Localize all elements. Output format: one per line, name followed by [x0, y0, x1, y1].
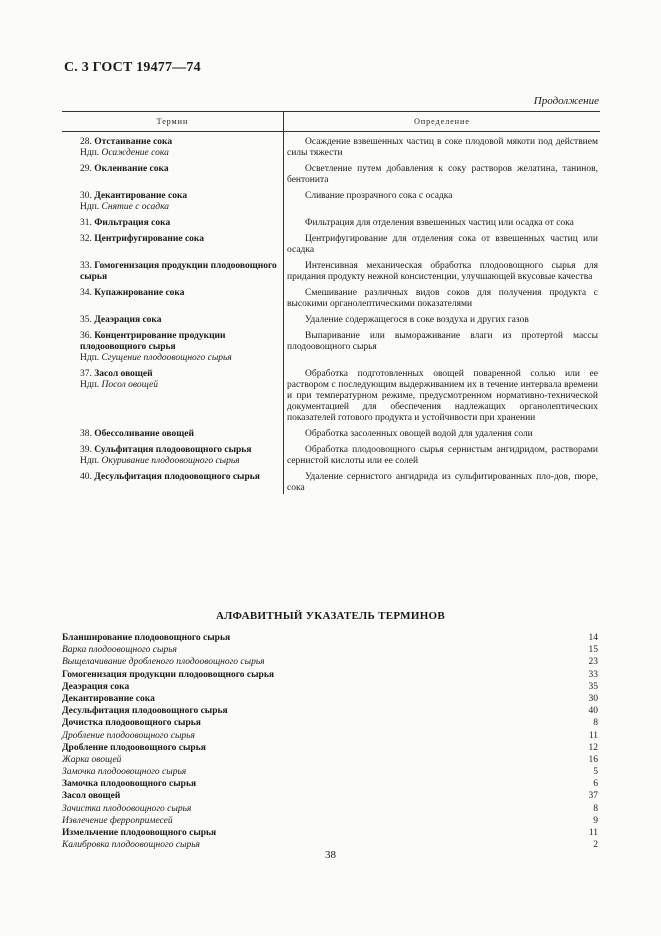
term-main	[80, 472, 279, 483]
index-page-ref: 2	[593, 840, 598, 851]
index-entry	[62, 656, 598, 668]
index-entry	[62, 766, 598, 778]
index-entry	[62, 730, 598, 742]
term-main	[80, 234, 279, 245]
term-number: 37.	[80, 369, 92, 379]
index-term: Десульфитация плодоовощного сырья	[62, 706, 228, 717]
table-row	[62, 283, 600, 310]
definition-cell	[283, 331, 600, 364]
term-number: 29.	[80, 164, 92, 174]
term-main	[80, 369, 279, 380]
index-page-ref: 23	[588, 657, 598, 668]
index-term: Засол овощей	[62, 791, 121, 802]
term-main	[80, 261, 279, 283]
term-main	[80, 331, 279, 353]
term-main	[80, 445, 279, 456]
term-cell	[62, 164, 283, 186]
term-name: Гомогенизация продукции плодоовощного сырья	[80, 261, 277, 282]
definition-text: Фильтрация для отделения взвешенных частиц или осадка от сока	[305, 218, 574, 228]
index-page-ref: 33	[588, 669, 598, 680]
index-entry	[62, 693, 598, 705]
definition-cell	[283, 261, 600, 283]
term-cell	[62, 234, 283, 256]
term-cell	[62, 191, 283, 213]
term-synonym	[80, 380, 279, 391]
term-main	[80, 137, 279, 148]
synonym-text: Сгущение плодоовощного сырья	[101, 353, 232, 363]
term-synonym	[80, 148, 279, 159]
index-entry	[62, 681, 598, 693]
definition-text: Выпаривание или вымораживание влаги из протертой массы плодоовощного сырья	[287, 331, 598, 352]
synonym-prefix: Ндп.	[80, 202, 100, 212]
index-page-ref: 35	[588, 681, 598, 692]
continued-label: Продолжение	[533, 95, 599, 107]
term-name: Деаэрация сока	[94, 315, 162, 325]
index-term: Измельчение плодоовощного сырья	[62, 828, 217, 838]
table-row	[62, 186, 600, 213]
synonym-text: Окуривание плодоовощного сырья	[101, 456, 240, 466]
column-header-definition: Определение	[414, 117, 470, 126]
index-page-ref: 15	[588, 645, 598, 656]
term-main	[80, 218, 279, 229]
term-name: Засол овощей	[94, 369, 153, 379]
index-term: Замочка плодоовощного сырья	[62, 779, 197, 790]
definition-text: Смешивание различных видов соков для получения продукта с высокими органолептическими показателями	[287, 288, 598, 309]
definition-text: Удаление сернистого ангидрида из сульфитированных пло-дов, пюре, сока	[287, 472, 598, 493]
term-name: Декантирование сока	[94, 191, 188, 201]
index-page-ref: 30	[588, 693, 598, 704]
table-row	[62, 364, 600, 424]
index-term: Извлечение ферропримесей	[62, 815, 173, 826]
term-number: 34.	[80, 288, 92, 298]
index-term: Калибровка плодоовощного сырья	[62, 840, 200, 851]
index-term: Бланширование плодоовощного сырья	[62, 633, 231, 643]
definition-cell	[283, 137, 600, 159]
term-cell	[62, 137, 283, 159]
table-row	[62, 159, 600, 186]
index-page-ref: 5	[593, 767, 598, 778]
term-number: 35.	[80, 315, 92, 325]
term-synonym	[80, 456, 279, 467]
alphabetical-index	[62, 632, 598, 851]
column-header-term: Термин	[62, 112, 284, 131]
definition-cell	[283, 315, 600, 326]
table-row	[62, 132, 600, 159]
index-page-ref: 14	[588, 633, 598, 643]
definition-text: Сливание прозрачного сока с осадка	[305, 191, 453, 201]
term-main	[80, 429, 279, 440]
terms-table	[62, 111, 600, 494]
term-cell	[62, 472, 283, 494]
index-entry	[62, 815, 598, 827]
index-term: Дочистка плодоовощного сырья	[62, 718, 201, 729]
index-term: Жарка овощей	[62, 754, 122, 765]
term-name: Отстаивание сока	[94, 137, 173, 147]
synonym-prefix: Ндп.	[80, 148, 100, 158]
table-row	[62, 440, 600, 467]
index-entry	[62, 717, 598, 729]
term-main	[80, 288, 279, 299]
index-page-ref: 37	[588, 791, 598, 802]
index-term: Замочка плодоовощного сырья	[62, 767, 187, 778]
definition-cell	[283, 164, 600, 186]
term-cell	[62, 445, 283, 467]
term-number: 32.	[80, 234, 92, 244]
index-page-ref: 40	[588, 706, 598, 717]
index-entry	[62, 754, 598, 766]
synonym-text: Посол овощей	[101, 380, 159, 390]
term-number: 31.	[80, 218, 92, 228]
definition-cell	[283, 369, 600, 424]
term-name: Обессоливание овощей	[94, 429, 194, 439]
index-term: Дробление плодоовощного сырья	[62, 730, 195, 741]
index-page-ref: 8	[593, 803, 598, 814]
table-row	[62, 310, 600, 326]
index-term: Декантирование сока	[62, 693, 155, 704]
table-header	[62, 111, 600, 132]
page-number: 38	[325, 849, 336, 861]
index-page-ref: 6	[593, 779, 598, 790]
table-body	[62, 132, 600, 494]
definition-cell	[283, 429, 600, 440]
index-page-ref: 12	[588, 742, 598, 753]
table-row	[62, 256, 600, 283]
term-name: Купажирование сока	[94, 288, 185, 298]
index-page-ref: 8	[593, 718, 598, 729]
term-number: 40.	[80, 472, 92, 482]
index-entry	[62, 669, 598, 681]
definition-text: Осветление путем добавления к соку растворов желатина, танинов, бентонита	[287, 164, 598, 185]
term-number: 33.	[80, 261, 92, 271]
term-synonym	[80, 353, 279, 364]
table-row	[62, 326, 600, 364]
index-entry	[62, 803, 598, 815]
term-number: 39.	[80, 445, 92, 455]
definition-text: Интенсивная механическая обработка плодоовощного сырья для придания продукту нежной консистенции, улучшающей вкусовые качества	[287, 261, 598, 282]
index-page-ref: 11	[588, 828, 598, 838]
definition-cell	[283, 288, 600, 310]
index-term: Гомогенизация продукции плодоовощного сырья	[62, 669, 275, 680]
term-cell	[62, 315, 283, 326]
term-number: 28.	[80, 137, 92, 147]
synonym-text: Снятие с осадка	[101, 202, 170, 212]
definition-text: Осаждение взвешенных частиц в соке плодовой мякоти под действием силы тяжести	[287, 137, 598, 158]
index-entry	[62, 778, 598, 790]
index-term: Выщелачивание дробленого плодоовощного сырья	[62, 657, 265, 668]
term-name: Концентрирование продукции плодоовощного сырья	[80, 331, 226, 352]
definition-cell	[283, 445, 600, 467]
index-entry	[62, 790, 598, 802]
definition-cell	[283, 472, 600, 494]
table-row	[62, 229, 600, 256]
index-entry	[62, 742, 598, 754]
index-term: Деаэрация сока	[62, 681, 130, 692]
term-main	[80, 191, 279, 202]
index-page-ref: 9	[593, 815, 598, 826]
term-name: Оклеивание сока	[94, 164, 169, 174]
index-term: Варка плодоовощного сырья	[62, 645, 177, 656]
term-name: Сульфитация плодоовощного сырья	[94, 445, 252, 455]
document-header: С. 3 ГОСТ 19477—74	[64, 60, 201, 75]
definition-text: Центрифугирование для отделения сока от взвешенных частиц или осадка	[287, 234, 598, 255]
term-cell	[62, 429, 283, 440]
definition-text: Обработка засоленных овощей водой для удаления соли	[305, 429, 533, 439]
term-name: Десульфитация плодоовощного сырья	[94, 472, 260, 482]
synonym-text: Осаждение сока	[101, 148, 169, 158]
table-row	[62, 467, 600, 494]
definition-cell	[283, 218, 600, 229]
index-term: Дробление плодоовощного сырья	[62, 742, 206, 753]
definition-text: Удаление содержащегося в соке воздуха и других газов	[305, 315, 529, 325]
index-entry	[62, 644, 598, 656]
definition-text: Обработка плодоовощного сырья сернистым ангидридом, растворами сернистой кислоты или ее солей	[287, 445, 598, 466]
table-row	[62, 424, 600, 440]
term-name: Фильтрация сока	[94, 218, 171, 228]
index-page-ref: 11	[588, 730, 598, 741]
synonym-prefix: Ндп.	[80, 353, 100, 363]
term-number: 38.	[80, 429, 92, 439]
term-main	[80, 315, 279, 326]
table-row	[62, 213, 600, 229]
index-title: АЛФАВИТНЫЙ УКАЗАТЕЛЬ ТЕРМИНОВ	[215, 610, 446, 622]
term-number: 30.	[80, 191, 92, 201]
index-page-ref: 16	[588, 754, 598, 765]
index-entry	[62, 632, 598, 644]
term-synonym	[80, 202, 279, 213]
index-term: Зачистка плодоовощного сырья	[62, 803, 192, 814]
synonym-prefix: Ндп.	[80, 380, 100, 390]
term-name: Центрифугирование сока	[94, 234, 205, 244]
definition-cell	[283, 234, 600, 256]
term-main	[80, 164, 279, 175]
term-cell	[62, 261, 283, 283]
synonym-prefix: Ндп.	[80, 456, 100, 466]
term-number: 36.	[80, 331, 92, 341]
term-cell	[62, 288, 283, 310]
definition-cell	[283, 191, 600, 213]
index-entry	[62, 705, 598, 717]
term-cell	[62, 331, 283, 364]
definition-text: Обработка подготовленных овощей поваренной солью или ее раствором с последующим выдерживанием их в течение интервала времени и при температурном режиме, предусмотренном нормативно-технической документацией для обеспечения надлежащих органолептических показателей готового продукта и устойчивости при хранении	[287, 369, 598, 423]
term-cell	[62, 369, 283, 424]
term-cell	[62, 218, 283, 229]
index-entry	[62, 827, 598, 839]
